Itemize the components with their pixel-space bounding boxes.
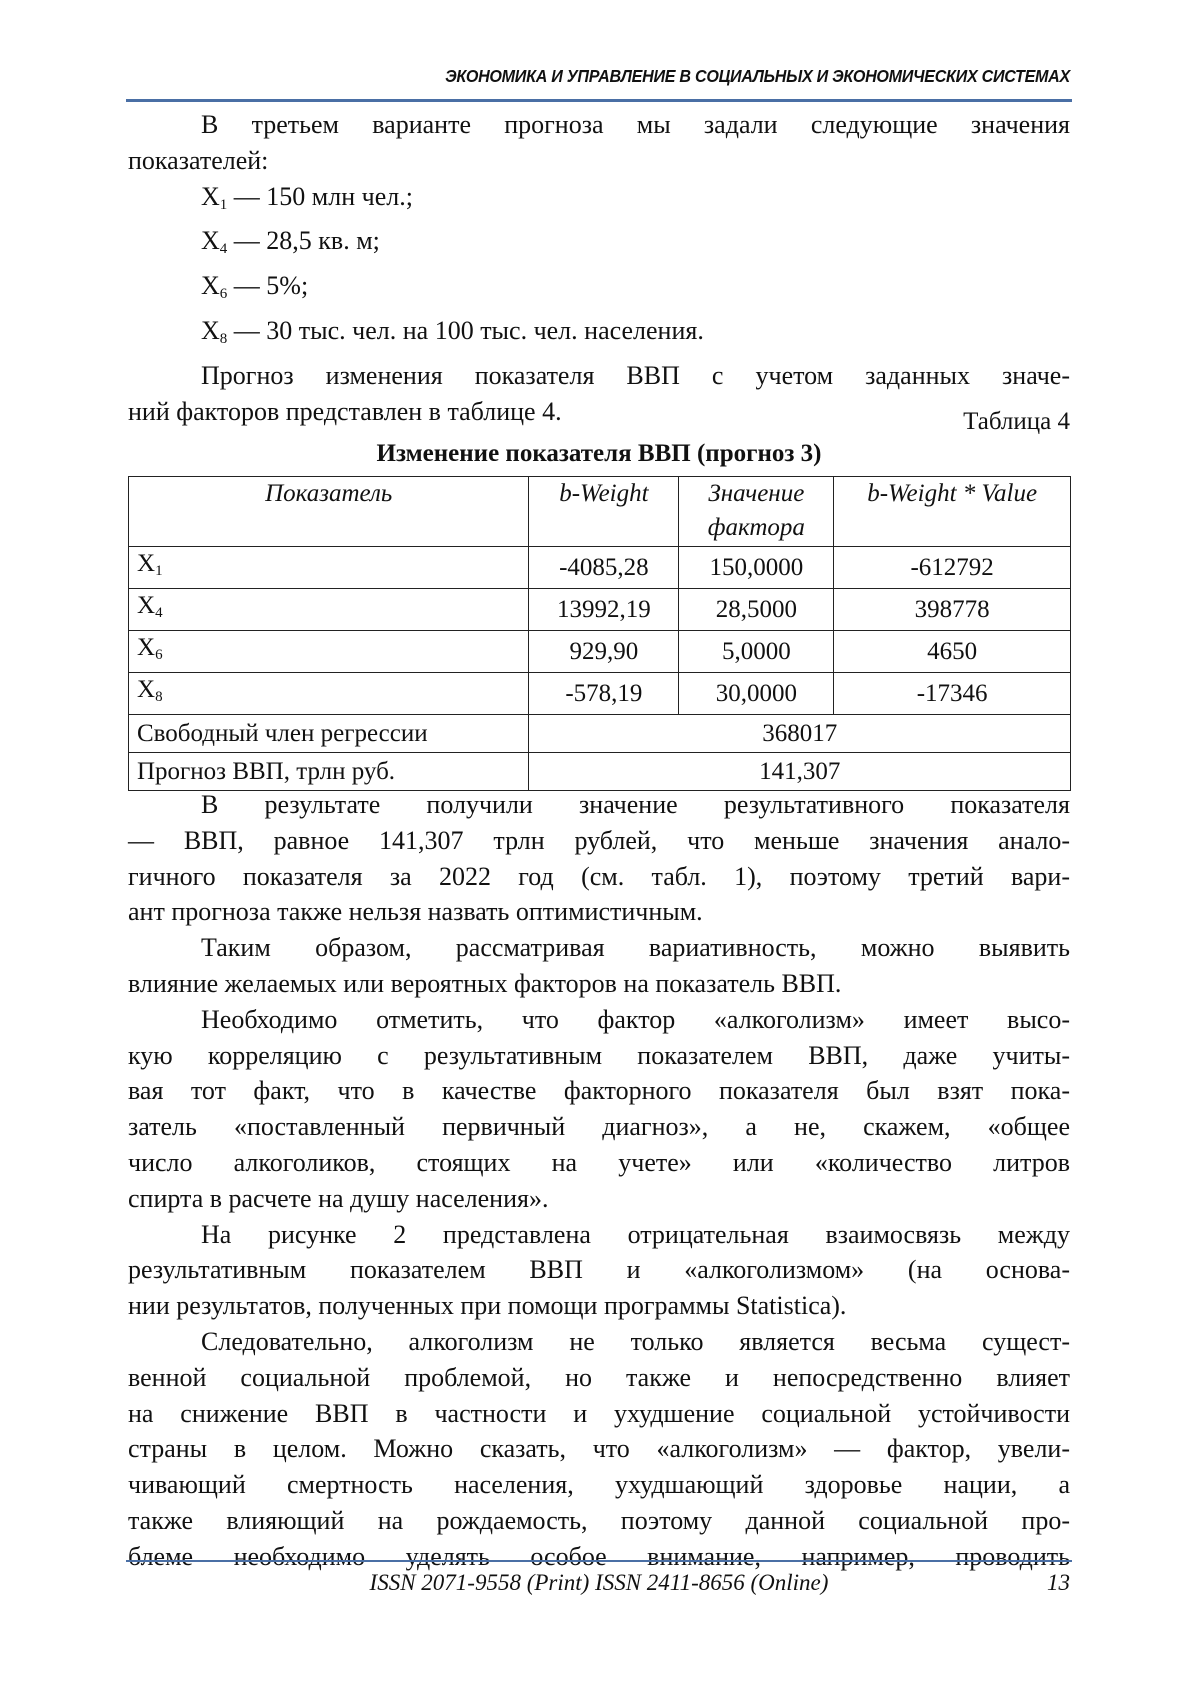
text-line: гичного показателя за 2022 год (см. табл. 1), поэтому третий вари- xyxy=(128,859,1070,895)
text-line: — ВВП, равное 141,307 трлн рублей, что меньше значения анало- xyxy=(128,823,1070,859)
table-title: Изменение показателя ВВП (прогноз 3) xyxy=(128,440,1070,468)
table-row: X6 929,90 5,0000 4650 xyxy=(129,631,1071,673)
page-number: 13 xyxy=(1047,1570,1070,1596)
text-line: затель «поставленный первичный диагноз», а не, скажем, «общее xyxy=(128,1109,1070,1145)
table-header-row xyxy=(129,477,1071,547)
text-line: Необходимо отметить, что фактор «алкоголизм» имеет высо- xyxy=(128,1002,1070,1038)
table-caption: Таблица 4 xyxy=(963,408,1070,436)
col-header: b-Weight * Value xyxy=(834,477,1071,547)
body-text xyxy=(128,787,1070,1575)
text-line: также влияющий на рождаемость, поэтому данной социальной про- xyxy=(128,1503,1070,1539)
forecast-row: Прогноз ВВП, трлн руб. 141,307 xyxy=(129,753,1071,791)
text-line: число алкоголиков, стоящих на учете» или «количество литров xyxy=(128,1145,1070,1181)
table-row: X4 13992,19 28,5000 398778 xyxy=(129,589,1071,631)
text-line: На рисунке 2 представлена отрицательная взаимосвязь между xyxy=(128,1217,1070,1253)
text-line: кую корреляцию с результативным показателем ВВП, даже учиты- xyxy=(128,1038,1070,1074)
text-line: Прогноз изменения показателя ВВП с учетом заданных значе- xyxy=(128,358,1070,394)
text-line: страны в целом. Можно сказать, что «алкоголизм» — фактор, увели- xyxy=(128,1431,1070,1467)
text-line: Следовательно, алкоголизм не только является весьма сущест- xyxy=(128,1324,1070,1360)
value-line: X8 — 30 тыс. чел. на 100 тыс. чел. населения. xyxy=(128,313,1070,358)
forecast-table xyxy=(128,476,1071,791)
col-header: b-Weight xyxy=(529,477,679,547)
text-line: Таким образом, рассматривая вариативность, можно выявить xyxy=(128,930,1070,966)
col-header: Показатель xyxy=(129,477,529,547)
text-line: В третьем варианте прогноза мы задали следующие значения xyxy=(128,107,1070,143)
col-header: Значение фактора xyxy=(679,477,834,547)
text-line: на снижение ВВП в частности и ухудшение социальной устойчивости xyxy=(128,1396,1070,1432)
text-line: чивающий смертность населения, ухудшающий здоровье нации, а xyxy=(128,1467,1070,1503)
text-line: влияние желаемых или вероятных факторов на показатель ВВП. xyxy=(128,966,1070,1002)
intro-text xyxy=(128,107,1070,429)
table-row: X8 -578,19 30,0000 -17346 xyxy=(129,673,1071,715)
table-row: X1 -4085,28 150,0000 -612792 xyxy=(129,547,1071,589)
text-line: показателей: xyxy=(128,143,1070,179)
header-rule xyxy=(126,99,1072,102)
running-header: ЭКОНОМИКА И УПРАВЛЕНИЕ В СОЦИАЛЬНЫХ И ЭКОНОМИЧЕСКИХ СИСТЕМАХ xyxy=(203,66,1070,87)
text-line: вая тот факт, что в качестве факторного показателя был взят пока- xyxy=(128,1073,1070,1109)
text-line: В результате получили значение результативного показателя xyxy=(128,787,1070,823)
text-line: венной социальной проблемой, но также и непосредственно влияет xyxy=(128,1360,1070,1396)
text-line: результативным показателем ВВП и «алкоголизмом» (на основа- xyxy=(128,1252,1070,1288)
text-line: блеме необходимо уделять особое внимание, например, проводить xyxy=(128,1539,1070,1575)
footer-rule xyxy=(126,1560,1072,1562)
value-line: X4 — 28,5 кв. м; xyxy=(128,223,1070,268)
value-line: X6 — 5%; xyxy=(128,268,1070,313)
text-line: ант прогноза также нельзя назвать оптимистичным. xyxy=(128,894,1070,930)
text-line: нии результатов, полученных при помощи программы Statistica). xyxy=(128,1288,1070,1324)
text-line: спирта в расчете на душу населения». xyxy=(128,1181,1070,1217)
value-line: X1 — 150 млн чел.; xyxy=(128,179,1070,224)
issn: ISSN 2071-9558 (Print) ISSN 2411-8656 (Online) xyxy=(128,1570,1070,1596)
intercept-row: Свободный член регрессии 368017 xyxy=(129,715,1071,753)
text-line: ний факторов представлен в таблице 4. xyxy=(128,394,1070,430)
